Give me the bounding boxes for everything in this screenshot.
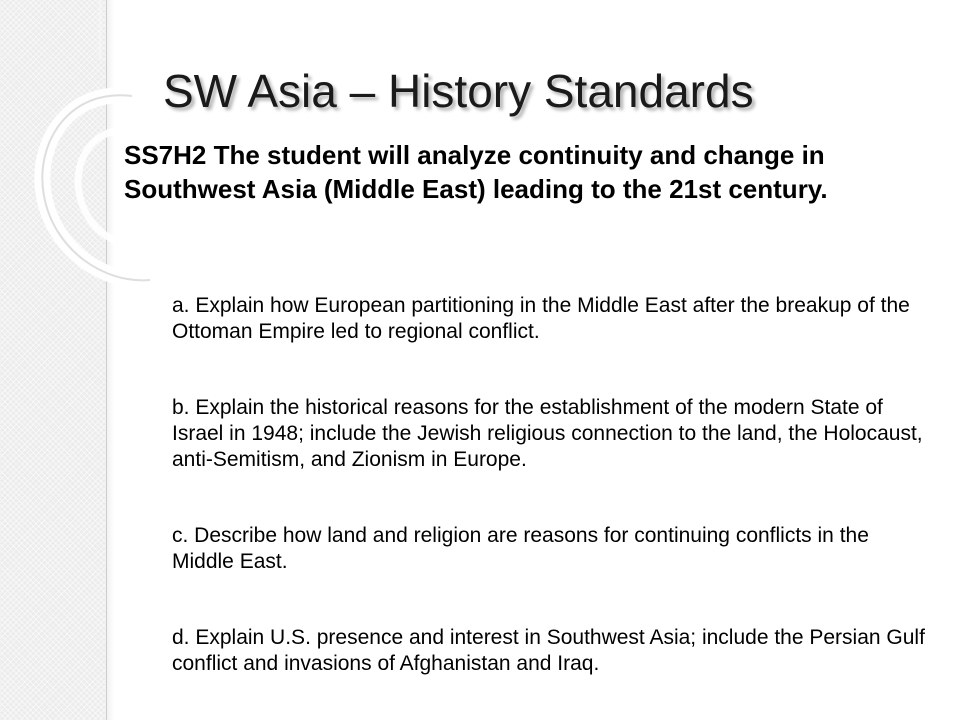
- list-item: c. Describe how land and religion are reasons for continuing conflicts in the Middle East.: [172, 524, 869, 573]
- standard-statement: SS7H2 The student will analyze continuity and change in Southwest Asia (Middle East) leading to the 21st century.: [124, 140, 828, 204]
- standard-elements-list: [172, 293, 932, 727]
- slide-title: SW Asia – History Standards: [163, 65, 754, 117]
- list-item: d. Explain U.S. presence and interest in Southwest Asia; include the Persian Gulf conflict and invasions of Afghanistan and Iraq.: [172, 626, 925, 675]
- list-item: a. Explain how European partitioning in the Middle East after the breakup of the Ottoman Empire led to regional conflict.: [172, 294, 910, 343]
- list-item: b. Explain the historical reasons for the establishment of the modern State of Israel in 1948; include the Jewish religious connection to the land, the Holocaust, anti-Semitism, and Zionism in Europe.: [172, 396, 923, 471]
